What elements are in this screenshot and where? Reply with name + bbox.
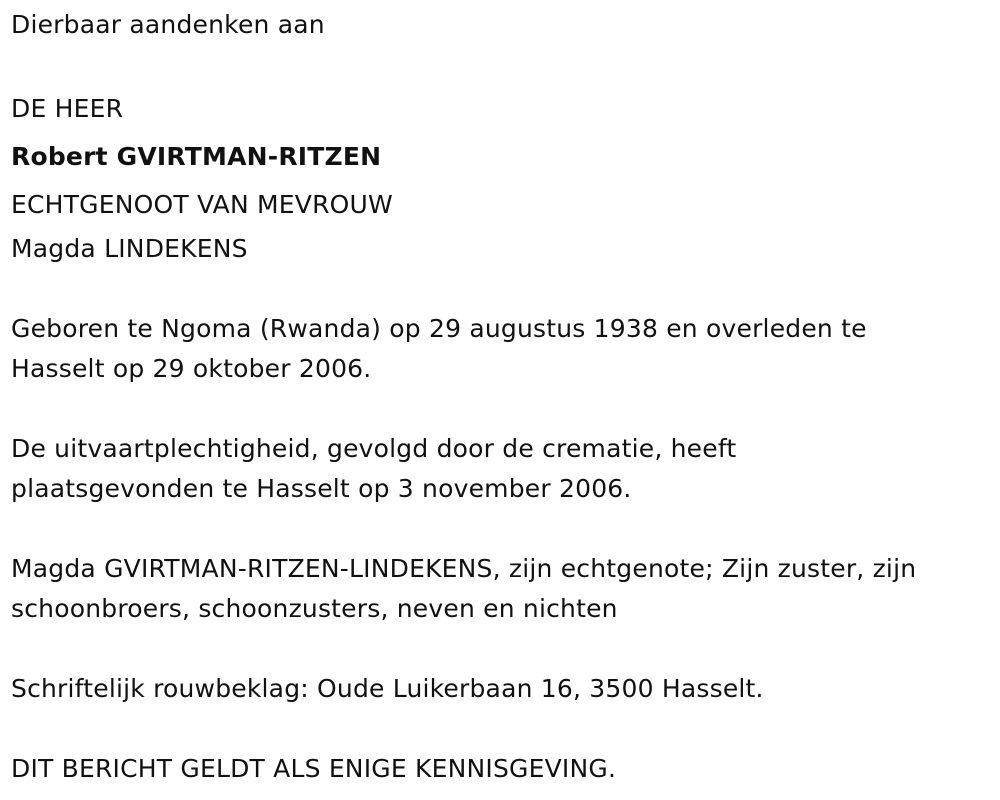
birth-death-line-2: Hasselt op 29 oktober 2006. — [11, 354, 372, 383]
family-line-2: schoonbroers, schoonzusters, neven en nichten — [11, 594, 618, 623]
intro-text: Dierbaar aandenken aan — [11, 10, 325, 39]
obituary-card — [11, 5, 986, 789]
deceased-name: Robert GVIRTMAN-RITZEN — [11, 142, 382, 171]
funeral-line-2: plaatsgevonden te Hasselt op 3 november 2006. — [11, 474, 632, 503]
birth-death-line-1: Geboren te Ngoma (Rwanda) op 29 augustus 1938 en overleden te — [11, 314, 867, 343]
notice-text: DIT BERICHT GELDT ALS ENIGE KENNISGEVING. — [11, 754, 617, 783]
honorific-title: DE HEER — [11, 94, 124, 123]
family-line-1: Magda GVIRTMAN-RITZEN-LINDEKENS, zijn echtgenote; Zijn zuster, zijn — [11, 554, 917, 583]
spouse-label: ECHTGENOOT VAN MEVROUW — [11, 190, 393, 219]
spouse-name: Magda LINDEKENS — [11, 234, 248, 263]
funeral-line-1: De uitvaartplechtigheid, gevolgd door de crematie, heeft — [11, 434, 737, 463]
condolences-address: Schriftelijk rouwbeklag: Oude Luikerbaan 16, 3500 Hasselt. — [11, 674, 764, 703]
